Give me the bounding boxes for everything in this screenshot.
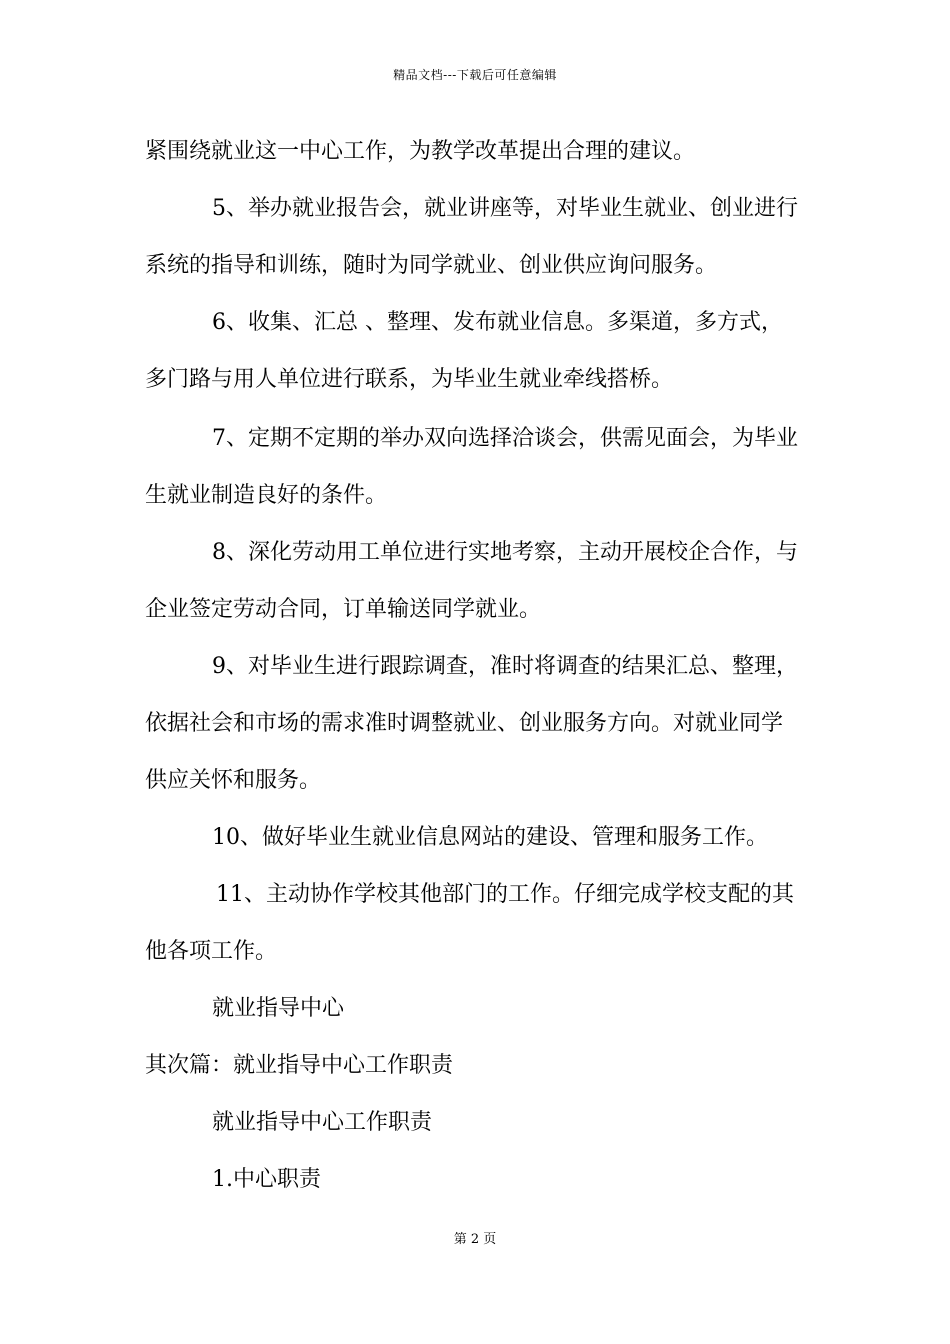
signature-line: 就业指导中心 [212,996,345,1021]
subsection-heading: 1.中心职责 [212,1167,321,1192]
text-line: 生就业制造良好的条件。 [145,483,388,508]
text-line: 依据社会和市场的需求准时调整就业、创业服务方向。对就业同学 [145,711,784,736]
text-line: 11、主动协作学校其他部门的工作。仔细完成学校支配的其 [216,882,794,907]
section-heading: 其次篇：就业指导中心工作职责 [145,1053,454,1078]
text-line: 他各项工作。 [145,939,278,964]
text-line: 企业签定劳动合同，订单输送同学就业。 [145,597,542,622]
text-line: 8、深化劳动用工单位进行实地考察，主动开展校企合作，与 [212,540,798,565]
section-title: 就业指导中心工作职责 [212,1110,433,1135]
page-number: 第 2 页 [453,1232,497,1247]
text-line: 多门路与用人单位进行联系，为毕业生就业牵线搭桥。 [145,367,674,392]
text-line: 6、收集、汇总 、整理、发布就业信息。多渠道，多方式， [212,310,783,335]
text-line: 系统的指导和训练，随时为同学就业、创业供应询问服务。 [145,253,718,278]
text-line: 5、举办就业报告会，就业讲座等，对毕业生就业、创业进行 [212,196,798,221]
text-line: 10、做好毕业生就业信息网站的建设、管理和服务工作。 [212,825,768,850]
text-line: 紧围绕就业这一中心工作，为教学改革提出合理的建议。 [145,139,696,164]
text-line: 供应关怀和服务。 [145,768,322,793]
text-line: 7、定期不定期的举办双向选择洽谈会，供需见面会，为毕业 [212,426,798,451]
page-header: 精品文档---下载后可任意编辑 [393,68,557,82]
text-line: 9、对毕业生进行跟踪调查，准时将调查的结果汇总、整理， [212,654,798,679]
